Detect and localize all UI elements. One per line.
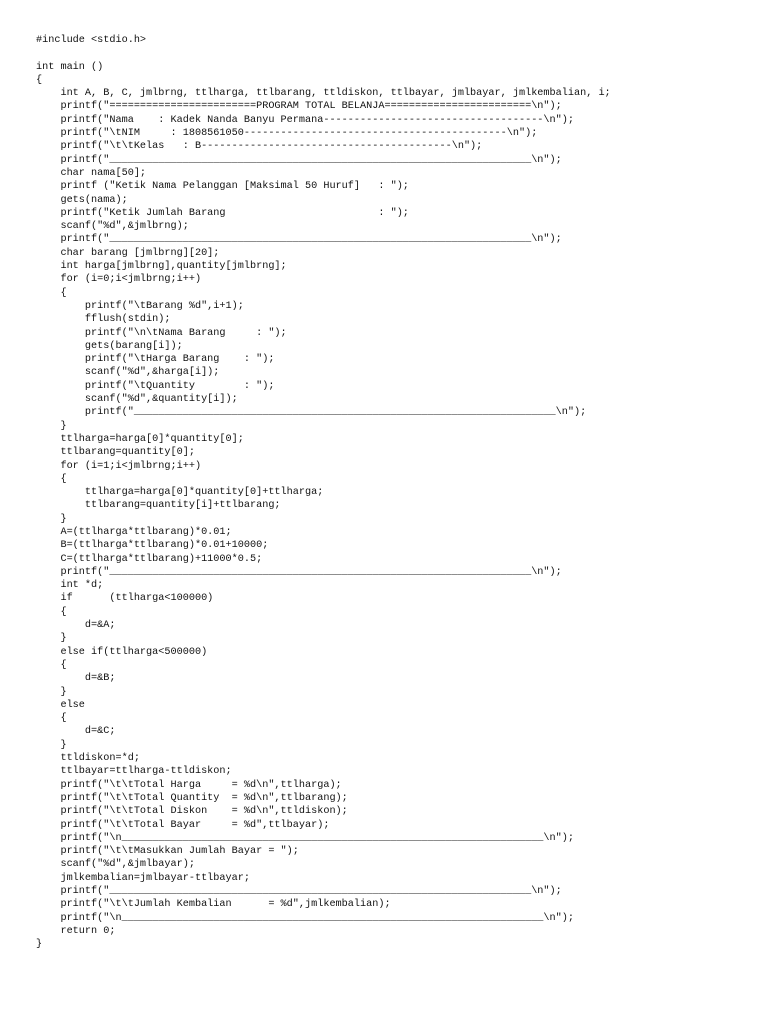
code-line: fflush(stdin); [36,314,171,326]
code-line: printf("\t\tTotal Diskon = %d\n",ttldiskon); [36,806,348,818]
code-line: scanf("%d",&jmlbrng); [36,221,189,233]
code-line: printf("\tHarga Barang : "); [36,354,275,366]
code-line: } [36,633,67,645]
code-line [36,47,611,60]
code-line: printf("\n_____________________________________________________________________\n"); [36,832,574,844]
code-line: scanf("%d",&harga[i]); [36,367,220,379]
code-line: printf("\tQuantity : "); [36,380,275,392]
code-line: { [36,659,67,671]
code-line: ttlharga=harga[0]*quantity[0]+ttlharga; [36,487,324,499]
code-line: ttldiskon=*d; [36,753,140,765]
code-line: int harga[jmlbrng],quantity[jmlbrng]; [36,261,287,273]
code-line: int A, B, C, jmlbrng, ttlharga, ttlbarang, ttldiskon, ttlbayar, jmlbayar, jmlkembalian, i; [36,88,611,100]
code-line: printf("_____________________________________________________________________\n"); [36,154,562,166]
code-line: printf("_____________________________________________________________________\n"); [36,566,562,578]
code-line: { [36,606,67,618]
code-line: else if(ttlharga<500000) [36,646,208,658]
code-line: printf("\t\tTotal Harga = %d\n",ttlharga); [36,779,342,791]
code-line: printf("_____________________________________________________________________\n"); [36,234,562,246]
code-line: printf("Ketik Jumlah Barang : "); [36,207,409,219]
code-line: C=(ttlharga*ttlbarang)+11000*0.5; [36,553,263,565]
code-line: return 0; [36,925,116,937]
code-line: B=(ttlharga*ttlbarang)*0.01+10000; [36,540,269,552]
code-line: ttlbayar=ttlharga-ttldiskon; [36,766,232,778]
code-line: A=(ttlharga*ttlbarang)*0.01; [36,526,232,538]
code-line: scanf("%d",&quantity[i]); [36,394,238,406]
code-line: printf("\n_____________________________________________________________________\n"); [36,912,574,924]
code-line: char nama[50]; [36,167,147,179]
code-line: printf("\tNIM : 1808561050-------------------------------------------\n"); [36,128,538,140]
code-listing [36,34,611,951]
code-line: for (i=0;i<jmlbrng;i++) [36,274,202,286]
code-line: else [36,699,85,711]
code-line: char barang [jmlbrng][20]; [36,247,220,259]
code-line: { [36,713,67,725]
code-line: printf("\t\tKelas : B-----------------------------------------\n"); [36,141,483,153]
code-line: } [36,686,67,698]
code-line: int *d; [36,580,104,592]
code-line: { [36,287,67,299]
code-line: ttlbarang=quantity[i]+ttlbarang; [36,500,281,512]
code-line: printf("\n\tNama Barang : "); [36,327,287,339]
code-line: printf("\t\tTotal Quantity = %d\n",ttlbarang); [36,792,348,804]
code-line: printf("\tBarang %d",i+1); [36,300,244,312]
code-line: printf("_____________________________________________________________________\n"); [36,407,587,419]
code-line: printf("\t\tJumlah Kembalian = %d",jmlkembalian); [36,899,391,911]
code-line: gets(nama); [36,194,128,206]
code-line: gets(barang[i]); [36,340,183,352]
code-line: jmlkembalian=jmlbayar-ttlbayar; [36,872,250,884]
code-line: } [36,420,67,432]
code-line: d=&C; [36,726,116,738]
code-line: for (i=1;i<jmlbrng;i++) [36,460,202,472]
code-line: { [36,473,67,485]
code-line: printf("========================PROGRAM TOTAL BELANJA========================\n"); [36,101,562,113]
code-line: printf("Nama : Kadek Nanda Banyu Permana------------------------------------\n"); [36,114,574,126]
code-line: printf("\t\tTotal Bayar = %d",ttlbayar); [36,819,330,831]
code-line: printf("\t\tMasukkan Jumlah Bayar = "); [36,846,299,858]
code-line: scanf("%d",&jmlbayar); [36,859,195,871]
code-line: } [36,939,43,951]
code-line: { [36,74,43,86]
code-line: if (ttlharga<100000) [36,593,214,605]
code-line: printf("_____________________________________________________________________\n"); [36,886,562,897]
code-line: int main () [36,61,104,73]
code-line: #include <stdio.h> [36,35,147,46]
code-line: ttlharga=harga[0]*quantity[0]; [36,433,244,445]
code-line: d=&A; [36,620,116,632]
code-line: d=&B; [36,673,116,685]
code-line: } [36,739,67,751]
code-line: ttlbarang=quantity[0]; [36,447,195,459]
code-line: printf ("Ketik Nama Pelanggan [Maksimal 50 Huruf] : "); [36,181,409,193]
code-line: } [36,513,67,525]
